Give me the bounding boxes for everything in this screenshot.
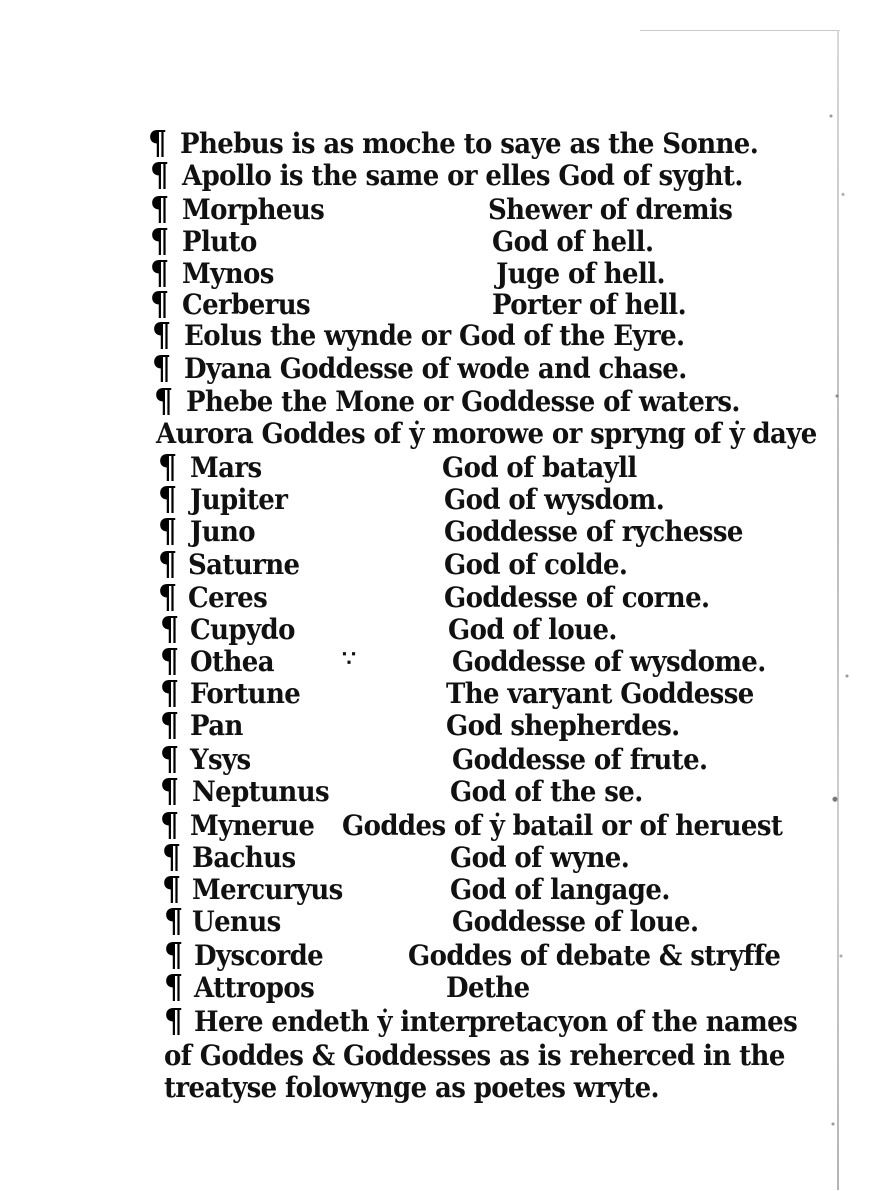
- pilcrow-mark: ¶: [150, 222, 169, 261]
- deity-gloss: Goddesse of wysdome.: [452, 646, 766, 679]
- deity-gloss: Dethe: [446, 972, 530, 1005]
- deity-name: Dyscorde: [194, 940, 324, 973]
- deity-name: Mynos: [182, 258, 274, 291]
- pilcrow-mark: ¶: [160, 642, 179, 681]
- pilcrow-mark: ¶: [160, 706, 179, 745]
- deity-name: Juno: [190, 516, 256, 549]
- deity-name: Othea: [190, 646, 274, 679]
- deity-name: Mars: [190, 452, 262, 485]
- pilcrow-mark: ¶: [152, 316, 171, 355]
- deity-gloss: Juge of hell.: [496, 258, 666, 291]
- pilcrow-mark: ¶: [154, 382, 173, 421]
- pilcrow-mark: ¶: [148, 124, 167, 163]
- deity-name: Jupiter: [190, 484, 288, 517]
- deity-name: Pan: [190, 710, 243, 743]
- deity-gloss: Goddesse of rychesse: [444, 516, 743, 549]
- pilcrow-mark: ¶: [150, 156, 169, 195]
- deity-name: Ceres: [188, 582, 268, 615]
- deity-name: Bachus: [192, 842, 296, 875]
- pilcrow-mark: ¶: [160, 610, 179, 649]
- pilcrow-mark: ¶: [160, 772, 179, 811]
- pilcrow-mark: ¶: [150, 190, 169, 229]
- deity-gloss: Goddesse of frute.: [452, 744, 708, 777]
- deity-gloss: Shewer of dremis: [488, 194, 733, 227]
- deity-name: Cerberus: [182, 289, 311, 322]
- line-text: Dyana Goddesse of wode and chase.: [184, 353, 687, 386]
- deity-gloss: God of batayll: [442, 452, 637, 485]
- pilcrow-mark: ¶: [162, 870, 181, 909]
- pilcrow-mark: ¶: [158, 448, 177, 487]
- deity-gloss: Goddesse of corne.: [444, 582, 710, 615]
- deity-name: Morpheus: [182, 194, 325, 227]
- line-text: Apollo is the same or elles God of syght.: [182, 160, 743, 193]
- deity-name: Ysys: [190, 744, 251, 777]
- deity-gloss: Goddesse of loue.: [452, 906, 699, 939]
- deity-gloss: God of langage.: [450, 874, 670, 907]
- line-text: Phebus is as moche to saye as the Sonne.: [180, 128, 759, 161]
- deity-name: Attropos: [194, 972, 315, 1005]
- deity-name: Neptunus: [192, 776, 330, 809]
- pilcrow-mark: ¶: [158, 512, 177, 551]
- deity-name: Fortune: [190, 678, 301, 711]
- deity-gloss: God of wyne.: [450, 842, 630, 875]
- deity-name: Mynerue: [190, 810, 315, 843]
- pilcrow-mark: ¶: [164, 936, 183, 975]
- pilcrow-mark: ¶: [150, 254, 169, 293]
- pilcrow-mark: ¶: [158, 545, 177, 584]
- deity-name: Mercuryus: [192, 874, 343, 907]
- deity-gloss: God of loue.: [448, 614, 617, 647]
- deity-name: Pluto: [182, 226, 257, 259]
- deity-gloss: God of the se.: [450, 776, 643, 809]
- pilcrow-mark: ¶: [164, 968, 183, 1007]
- line-text: Eolus the wynde or God of the Eyre.: [184, 320, 685, 353]
- deity-name: Uenus: [192, 906, 281, 939]
- deity-gloss: Porter of hell.: [492, 289, 687, 322]
- deity-name: Cupydo: [190, 614, 295, 647]
- colophon-text: Here endeth ẏ interpretacyon of the names: [194, 1006, 798, 1039]
- pilcrow-mark: ¶: [160, 806, 179, 845]
- ornament-mark: ∵: [342, 646, 356, 672]
- pilcrow-mark: ¶: [160, 674, 179, 713]
- scan-noise: [819, 60, 859, 1180]
- colophon-text: of Goddes & Goddesses as is reherced in the: [164, 1040, 785, 1073]
- pilcrow-mark: ¶: [152, 349, 171, 388]
- pilcrow-mark: ¶: [164, 1002, 183, 1041]
- line-text: Phebe the Mone or Goddesse of waters.: [186, 386, 740, 419]
- pilcrow-mark: ¶: [162, 838, 181, 877]
- deity-gloss: God of hell.: [492, 226, 654, 259]
- deity-gloss: Goddes of ẏ batail or of heruest: [342, 810, 783, 843]
- line-text: Aurora Goddes of ẏ morowe or spryng of ẏ daye: [156, 418, 817, 451]
- deity-name: Saturne: [188, 549, 300, 582]
- colophon-text: treatyse folowynge as poetes wryte.: [164, 1072, 659, 1105]
- pilcrow-mark: ¶: [164, 902, 183, 941]
- pilcrow-mark: ¶: [160, 740, 179, 779]
- pilcrow-mark: ¶: [158, 578, 177, 617]
- page-edge-top: [640, 30, 840, 31]
- deity-gloss: The varyant Goddesse: [446, 678, 754, 711]
- deity-gloss: God of colde.: [444, 549, 628, 582]
- deity-gloss: God shepherdes.: [446, 710, 680, 743]
- deity-gloss: God of wysdom.: [444, 484, 665, 517]
- pilcrow-mark: ¶: [158, 480, 177, 519]
- deity-gloss: Goddes of debate & stryffe: [408, 940, 781, 973]
- pilcrow-mark: ¶: [150, 285, 169, 324]
